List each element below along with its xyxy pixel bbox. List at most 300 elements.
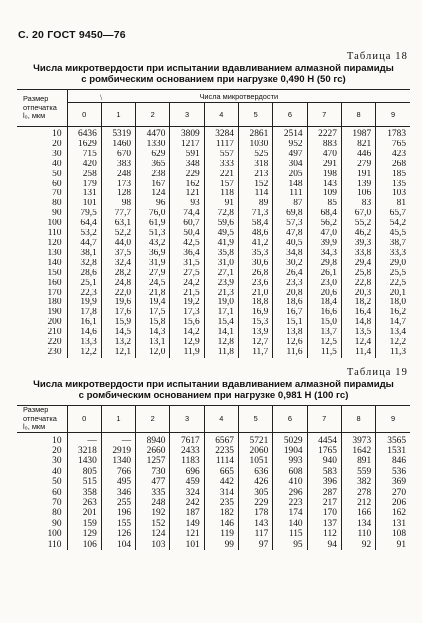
table-cell: 24,5 [136,279,170,289]
table-cell: 423 [376,150,410,160]
table-cell: 15,3 [238,318,272,328]
table-cell: 173 [101,180,135,190]
table-cell: 56,2 [307,219,341,229]
table-cell: 11,6 [273,348,307,358]
table-cell: 36,4 [170,249,204,259]
column-header-8: 8 [341,406,375,433]
table-cell: 11,5 [307,348,341,358]
table-cell: 314 [204,488,238,498]
table-row [17,446,410,456]
table-cell: 155 [101,519,135,529]
table-cell: 143 [307,180,341,190]
table-cell: 665 [204,467,238,477]
table-cell: 238 [136,170,170,180]
table-cell: 348 [170,160,204,170]
table-cell: 25,1 [67,279,101,289]
table-18-caption-line2: с ромбическим основанием при нагрузке 0,490 Н (50 гс) [81,74,346,85]
table-cell: 629 [136,150,170,160]
table-cell: 60,7 [170,219,204,229]
table-cell: 146 [204,519,238,529]
table-cell: 33,8 [341,249,375,259]
table-row [17,127,410,140]
table-cell: 1904 [273,446,307,456]
table-cell: 29,0 [376,259,410,269]
table-18-caption-line1: Числа микротвердости при испытании вдавливанием алмазной пирамиды [33,63,394,74]
row-size: 120 [47,238,62,248]
table-row [17,328,410,338]
table-cell: 16,2 [376,308,410,318]
table-cell: 14,2 [170,328,204,338]
row-size: 40 [52,159,62,169]
table-cell: 52,2 [101,229,135,239]
table-cell: 31,9 [136,259,170,269]
table-19-block [17,366,410,550]
table-cell: 19,0 [204,298,238,308]
table-cell: 135 [376,180,410,190]
table-row [17,209,410,219]
table-cell: 34,8 [273,249,307,259]
row-size: 40 [52,466,62,477]
group-header: Числа микротвердости [67,90,410,103]
table-cell: 5319 [101,127,135,140]
table-row [17,249,410,259]
table-cell: 470 [307,150,341,160]
table-cell: 255 [101,498,135,508]
table-cell: 525 [238,150,272,160]
table-cell: 35,3 [238,249,272,259]
table-cell: 18,2 [341,298,375,308]
table-cell: 46,2 [341,229,375,239]
table-cell: 33,3 [376,249,410,259]
table-19-caption-line1: Числа микротвердости при испытании вдавливанием алмазной пирамиды [33,379,394,390]
table-cell: 335 [136,488,170,498]
table-row [17,498,410,508]
table-cell: 159 [67,519,101,529]
table-cell: 31,5 [170,259,204,269]
table-cell: 24,2 [170,279,204,289]
table-cell: 167 [136,180,170,190]
row-size: 190 [47,308,62,318]
table-cell: 16,1 [67,318,101,328]
table-cell: 140 [273,519,307,529]
table-cell: 47,8 [273,229,307,239]
table-cell: 15,1 [273,318,307,328]
table-cell: 205 [273,170,307,180]
table-cell: 61,9 [136,219,170,229]
row-size: 150 [47,268,62,278]
table-cell: 1783 [376,127,410,140]
column-header-3: 3 [170,406,204,433]
table-cell: 178 [238,508,272,518]
table-cell: 11,7 [238,348,272,358]
table-cell: 22,0 [101,289,135,299]
table-row [17,298,410,308]
table-cell: 11,3 [376,348,410,358]
table-cell: 2235 [204,446,238,456]
row-size: 50 [52,169,62,179]
table-cell: 35,8 [204,249,238,259]
table-cell: 41,9 [204,239,238,249]
table-cell: 14,8 [341,318,375,328]
table-cell: 258 [67,170,101,180]
table-cell: 76,0 [136,209,170,219]
table-cell: 25,8 [341,269,375,279]
table-cell: 198 [307,170,341,180]
table-cell: 19,4 [136,298,170,308]
table-cell: 39,3 [341,239,375,249]
table-cell: 192 [136,508,170,518]
table-cell: 57,3 [273,219,307,229]
table-cell: 358 [67,488,101,498]
table-18-block [17,50,410,358]
table-cell: 3565 [376,432,410,446]
column-header-5: 5 [238,406,272,433]
table-cell: 1987 [341,127,375,140]
table-cell: 14,7 [376,318,410,328]
table-row [17,289,410,299]
table-cell: 24,8 [101,279,135,289]
column-header-0: 0 [67,103,101,127]
table-cell: 68,4 [307,209,341,219]
table-cell: 137 [307,519,341,529]
table-cell: 59,6 [204,219,238,229]
table-cell: 304 [273,160,307,170]
table-cell: 118 [204,189,238,199]
table-cell: 50,4 [170,229,204,239]
column-header-3: 3 [170,103,204,127]
table-cell: 111 [273,189,307,199]
table-cell: 22,8 [341,279,375,289]
table-cell: 287 [307,488,341,498]
table-19-caption-line2: с ромбическим основанием при нагрузке 0,981 Н (100 гс) [78,390,349,401]
table-cell: 14,3 [136,328,170,338]
table-cell: 6436 [67,127,101,140]
table-cell: 383 [101,160,135,170]
table-cell: 94 [307,540,341,550]
table-cell: 11,9 [170,348,204,358]
table-cell: 248 [101,170,135,180]
table-cell: 27,5 [170,269,204,279]
table-cell: 1765 [307,446,341,456]
table-cell: 85 [307,199,341,209]
table-cell: 89 [238,199,272,209]
row-size: 30 [52,456,62,467]
table-cell: 11,4 [341,348,375,358]
table-cell: 92 [341,540,375,550]
table-cell: 112 [307,529,341,539]
row-size: 200 [47,318,62,328]
table-cell: 22,5 [376,279,410,289]
table-18 [17,89,410,358]
table-cell: 162 [170,180,204,190]
table-cell: 108 [376,529,410,539]
table-cell: 124 [136,529,170,539]
table-cell: 44,0 [101,239,135,249]
table-cell: 131 [67,189,101,199]
table-cell: 213 [238,170,272,180]
table-cell: 5029 [273,432,307,446]
table-row [17,348,410,358]
table-cell: 15,0 [307,318,341,328]
table-cell: 74,4 [170,209,204,219]
column-header-2: 2 [136,406,170,433]
table-cell: 129 [67,529,101,539]
table-cell: 369 [376,477,410,487]
table-cell: 69,8 [273,209,307,219]
table-cell: 44,7 [67,239,101,249]
table-row [17,488,410,498]
table-row [17,229,410,239]
table-cell: 6567 [204,432,238,446]
column-header-1: 1 [101,103,135,127]
table-cell: 2919 [101,446,135,456]
table-cell: 18,6 [273,298,307,308]
table-cell: 19,2 [170,298,204,308]
table-cell: 583 [307,467,341,477]
table-cell: 31,0 [204,259,238,269]
table-cell: 13,8 [273,328,307,338]
row-size: 100 [47,529,62,540]
table-cell: 179 [67,180,101,190]
table-cell: 13,9 [238,328,272,338]
table-cell: 28,6 [67,269,101,279]
table-cell: 21,8 [136,289,170,299]
table-cell: 121 [170,529,204,539]
table-cell: 12,8 [204,338,238,348]
table-row [17,540,410,550]
table-cell: 559 [341,467,375,477]
table-cell: 83 [341,199,375,209]
table-cell: 21,3 [204,289,238,299]
table-cell: 1460 [101,140,135,150]
table-cell: 365 [136,160,170,170]
table-cell: 79,5 [67,209,101,219]
table-cell: 279 [341,160,375,170]
table-cell: 883 [307,140,341,150]
table-cell: 201 [67,508,101,518]
table-cell: 324 [170,488,204,498]
table-cell: 187 [170,508,204,518]
margin-mark: \ [100,93,103,102]
table-row [17,180,410,190]
table-cell: 103 [376,189,410,199]
table-cell: 43,2 [136,239,170,249]
table-cell: 12,2 [67,348,101,358]
column-header-4: 4 [204,406,238,433]
table-cell: 99 [204,540,238,550]
table-cell: — [67,432,101,446]
table-cell: 38,1 [67,249,101,259]
table-row [17,338,410,348]
row-size: 180 [47,298,62,308]
table-cell: 442 [204,477,238,487]
table-cell: 196 [101,508,135,518]
table-cell: 166 [341,508,375,518]
table-cell: 67,0 [341,209,375,219]
table-row [17,432,410,446]
table-row [17,160,410,170]
row-size: 130 [47,248,62,258]
table-cell: 4470 [136,127,170,140]
table-cell: 20,1 [376,289,410,299]
column-header-6: 6 [273,103,307,127]
table-cell: 15,6 [170,318,204,328]
row-size: 80 [52,508,62,519]
row-size: 70 [52,189,62,199]
table-cell: 477 [136,477,170,487]
table-cell: 248 [136,498,170,508]
table-cell: 64,4 [67,219,101,229]
table-row [17,189,410,199]
table-cell: 20,8 [273,289,307,299]
table-cell: 221 [204,170,238,180]
table-cell: 13,4 [376,328,410,338]
table-cell: 3809 [170,127,204,140]
row-size: 20 [52,139,62,149]
row-size: 110 [47,229,62,239]
table-cell: 420 [67,160,101,170]
table-cell: 13,3 [67,338,101,348]
table-cell: 333 [204,160,238,170]
table-cell: 131 [376,519,410,529]
table-row [17,529,410,539]
table-cell: 536 [376,467,410,477]
table-cell: 346 [101,488,135,498]
table-cell: 17,5 [136,308,170,318]
table-cell: 32,4 [101,259,135,269]
table-row [17,219,410,229]
table-cell: 206 [376,498,410,508]
table-cell: 459 [170,477,204,487]
table-cell: 27,1 [204,269,238,279]
table-cell: 101 [170,540,204,550]
table-18-label: Таблица 18 [346,51,408,62]
table-cell: 63,1 [101,219,135,229]
table-cell: 12,4 [341,338,375,348]
table-cell: 18,4 [307,298,341,308]
table-cell: 8940 [136,432,170,446]
page-header: С. 20 ГОСТ 9450—76 [18,29,126,41]
table-cell: 11,8 [204,348,238,358]
table-cell: 12,6 [273,338,307,348]
table-18-caption [17,63,410,85]
table-cell: 940 [307,456,341,466]
table-cell: 25,5 [376,269,410,279]
table-cell: 13,1 [136,338,170,348]
table-cell: 2861 [238,127,272,140]
row-size: 10 [52,129,62,139]
table-cell: 185 [376,170,410,180]
table-cell: 29,4 [341,259,375,269]
table-cell: 382 [341,477,375,487]
table-cell: 101 [67,199,101,209]
row-size: 220 [47,338,62,348]
table-row [17,456,410,466]
table-row [17,508,410,518]
table-cell: 1030 [238,140,272,150]
column-header-8: 8 [341,103,375,127]
table-cell: 77,7 [101,209,135,219]
table-cell: 1183 [170,456,204,466]
table-cell: 34,3 [307,249,341,259]
table-cell: 821 [341,140,375,150]
table-cell: 17,8 [67,308,101,318]
table-cell: 93 [170,199,204,209]
table-cell: 2227 [307,127,341,140]
table-cell: 3218 [67,446,101,456]
table-cell: 2514 [273,127,307,140]
table-cell: 426 [238,477,272,487]
table-cell: 126 [101,529,135,539]
column-header-0: 0 [67,406,101,433]
table-cell: 81 [376,199,410,209]
table-cell: 47,0 [307,229,341,239]
table-cell: 1642 [341,446,375,456]
table-cell: 591 [170,150,204,160]
table-cell: 106 [67,540,101,550]
table-cell: 557 [204,150,238,160]
table-cell: 104 [101,540,135,550]
table-cell: 12,7 [238,338,272,348]
table-cell: 952 [273,140,307,150]
column-header-1: 1 [101,406,135,433]
table-cell: 268 [376,160,410,170]
table-cell: 3973 [341,432,375,446]
table-cell: 263 [67,498,101,508]
column-header-2: 2 [136,103,170,127]
table-cell: 5721 [238,432,272,446]
table-cell: 121 [170,189,204,199]
table-cell: 170 [307,508,341,518]
table-cell: 17,6 [101,308,135,318]
table-cell: 157 [204,180,238,190]
table-cell: 26,1 [307,269,341,279]
table-cell: 1340 [101,456,135,466]
table-cell: 15,8 [136,318,170,328]
size-column-header: Размер отпечатка l₀, мкм [17,406,67,433]
table-cell: 1430 [67,456,101,466]
table-cell: — [101,432,135,446]
table-cell: 109 [307,189,341,199]
table-cell: 21,5 [170,289,204,299]
table-cell: 229 [238,498,272,508]
table-cell: 53,2 [67,229,101,239]
table-cell: 45,5 [376,229,410,239]
table-cell: 15,9 [101,318,135,328]
table-cell: 805 [67,467,101,477]
table-cell: 119 [204,529,238,539]
table-cell: 72,8 [204,209,238,219]
table-row [17,279,410,289]
table-cell: 39,9 [307,239,341,249]
table-cell: 32,8 [67,259,101,269]
table-cell: 12,9 [170,338,204,348]
table-cell: 41,2 [238,239,272,249]
row-size: 60 [52,179,62,189]
table-row [17,140,410,150]
table-cell: 16,6 [307,308,341,318]
table-cell: 12,0 [136,348,170,358]
table-row [17,467,410,477]
row-size: 90 [52,518,62,529]
table-cell: 55,2 [341,219,375,229]
table-cell: 38,7 [376,239,410,249]
table-cell: 235 [204,498,238,508]
table-cell: 636 [238,467,272,477]
table-cell: 3284 [204,127,238,140]
table-cell: 174 [273,508,307,518]
table-cell: 95 [273,540,307,550]
